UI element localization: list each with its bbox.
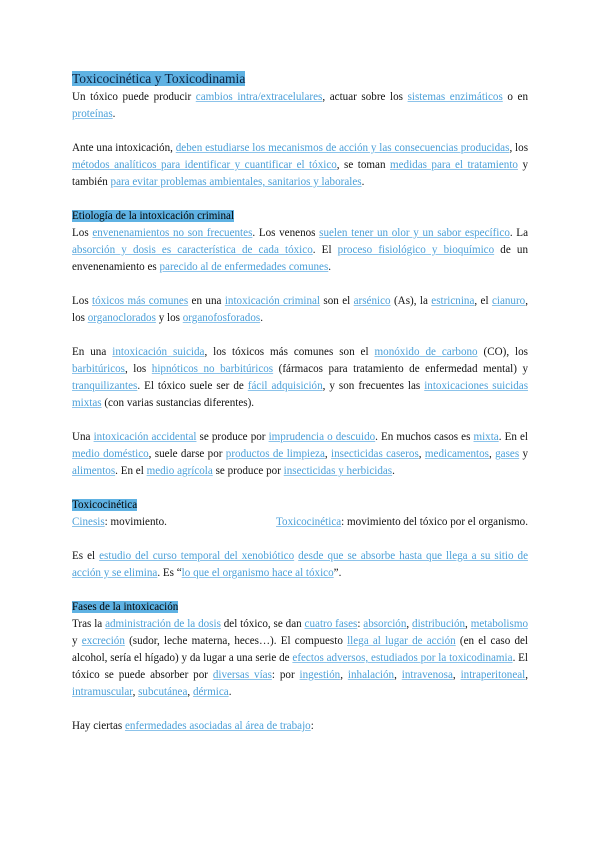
text-run: , xyxy=(488,448,496,460)
definitions-row xyxy=(72,514,528,531)
text-run: Los xyxy=(72,295,93,307)
etiologia-paragraph-1 xyxy=(72,225,528,276)
highlighted-term: envenenamientos no son frecuentes xyxy=(92,227,253,239)
text-run: . El tóxico se puede absorber por xyxy=(72,652,529,681)
highlighted-term: estricnina xyxy=(431,295,475,307)
text-run: . El xyxy=(312,244,338,256)
toxicocinetica-paragraph-1 xyxy=(72,548,528,582)
highlighted-term: gases xyxy=(495,448,520,460)
highlighted-term: desde que se absorbe hasta que llega a su sitio de acción y se elimina xyxy=(72,550,528,579)
highlighted-term: barbitúricos xyxy=(72,363,125,375)
highlighted-term: parecido al de enfermedades comunes xyxy=(159,261,329,273)
text-run: Los xyxy=(72,227,93,239)
highlighted-term: efectos adversos, estudiados por la toxicodinamia xyxy=(292,652,513,664)
text-run: , los tóxicos más comunes son el xyxy=(204,346,375,358)
text-run: , actuar sobre los xyxy=(322,91,408,103)
highlighted-term: inhalación xyxy=(347,669,395,681)
highlighted-term: deben estudiarse los mecanismos de acción y las consecuencias producidas xyxy=(175,142,510,154)
text-run: y los xyxy=(155,312,183,324)
text-run: se produce por xyxy=(196,431,269,443)
highlighted-term: tranquilizantes xyxy=(72,380,138,392)
highlighted-term: tóxicos más comunes xyxy=(92,295,189,307)
highlighted-term: intoxicación accidental xyxy=(93,431,197,443)
text-run: (sudor, leche materna, heces…). El compuesto xyxy=(124,635,348,647)
highlighted-term: arsénico xyxy=(353,295,391,307)
term-toxicocinetica: Toxicocinética xyxy=(276,516,342,528)
highlighted-term: monóxido de carbono xyxy=(374,346,478,358)
text-run: , xyxy=(187,686,193,698)
text-run: , los xyxy=(509,142,529,154)
text-run: (en el caso del alcohol, sería el hígado) y da lugar a una serie de xyxy=(72,635,529,664)
highlighted-term: suelen tener un olor y un sabor específico xyxy=(319,227,510,239)
text-run: , xyxy=(340,669,348,681)
text-run: y también xyxy=(72,159,528,188)
text-run: , xyxy=(394,669,402,681)
highlighted-term: enfermedades asociadas al área de trabajo xyxy=(124,720,311,732)
highlighted-term: intraperitoneal xyxy=(460,669,526,681)
text-run: Hay ciertas xyxy=(72,720,125,732)
highlighted-term: medio agrícola xyxy=(146,465,213,477)
page-title: Toxicocinética y Toxicodinamia xyxy=(72,71,246,86)
text-run: (fármacos para tratamiento de enfermedad mental) y xyxy=(273,363,528,375)
text-run: Tras la xyxy=(72,618,106,630)
highlighted-term: para evitar problemas ambientales, sanitarios y laborales xyxy=(110,176,362,188)
highlighted-term: mixta xyxy=(473,431,499,443)
text-run: . En el xyxy=(498,431,529,443)
etiologia-paragraph-3 xyxy=(72,344,528,412)
text-run: , xyxy=(452,669,461,681)
highlighted-term: cambios intra/extracelulares xyxy=(195,91,323,103)
text-run: . Es “ xyxy=(157,567,182,579)
text-run: . xyxy=(328,261,332,273)
highlighted-term: llega al lugar de acción xyxy=(347,635,456,647)
text-run: , los xyxy=(125,363,152,375)
highlighted-term: organoclorados xyxy=(87,312,156,324)
text-run: Un tóxico puede producir xyxy=(72,91,196,103)
text-run: , los xyxy=(72,295,528,324)
highlighted-term: administración de la dosis xyxy=(105,618,221,630)
text-run: , el xyxy=(474,295,492,307)
highlighted-term: estudio del curso temporal del xenobiótico xyxy=(99,550,295,562)
text-run: , y son frecuentes las xyxy=(322,380,425,392)
highlighted-term: absorción y dosis es característica de cada tóxico xyxy=(72,244,313,256)
highlighted-term: alimentos xyxy=(72,465,116,477)
text-run: . En muchos casos es xyxy=(375,431,474,443)
highlighted-term: fácil adquisición xyxy=(247,380,323,392)
highlighted-term: dérmica xyxy=(192,686,229,698)
definition-cinesis: Cinesis: movimiento. xyxy=(72,516,167,528)
text-run: (CO), los xyxy=(477,346,528,358)
term-cinesis: Cinesis xyxy=(72,516,105,528)
highlighted-term: cuatro fases xyxy=(304,618,358,630)
intro-paragraph-2 xyxy=(72,140,528,191)
highlighted-term: métodos analíticos para identificar y cuantificar el tóxico xyxy=(72,159,337,171)
highlighted-term: productos de limpieza xyxy=(225,448,325,460)
text-run: . El tóxico suele ser de xyxy=(137,380,248,392)
highlighted-term: insecticidas caseros xyxy=(331,448,419,460)
highlighted-term: ingestión xyxy=(299,669,341,681)
intro-paragraph-1 xyxy=(72,89,528,123)
text-run: o en xyxy=(502,91,528,103)
highlighted-term: imprudencia o descuido xyxy=(268,431,376,443)
highlighted-term: distribución xyxy=(412,618,466,630)
section-heading-toxicocinetica: Toxicocinética xyxy=(72,499,138,511)
highlighted-term: medidas para el tratamiento xyxy=(389,159,518,171)
etiologia-paragraph-2 xyxy=(72,293,528,327)
text-run: Ante una intoxicación, xyxy=(72,142,176,154)
text-run: se produce por xyxy=(212,465,284,477)
text-run: , se toman xyxy=(336,159,390,171)
text-run: Una xyxy=(72,431,94,443)
text-run: del tóxico, se dan xyxy=(220,618,305,630)
highlighted-term: intoxicación criminal xyxy=(224,295,321,307)
section-heading-etiologia: Etiología de la intoxicación criminal xyxy=(72,210,235,222)
text-run: y xyxy=(72,635,82,647)
text-run: : xyxy=(357,618,364,630)
text-run: ”. xyxy=(333,567,342,579)
text-run: . xyxy=(392,465,395,477)
text-run: (As), la xyxy=(390,295,432,307)
text-run: y xyxy=(519,448,529,460)
highlighted-term: absorción xyxy=(363,618,407,630)
highlighted-term: insecticidas y herbicidas xyxy=(283,465,393,477)
text-run: , xyxy=(465,618,471,630)
text-run: , xyxy=(132,686,139,698)
text-run: : xyxy=(310,720,314,732)
highlighted-term: medio doméstico xyxy=(72,448,149,460)
highlighted-term: lo que el organismo hace al tóxico xyxy=(181,567,334,579)
highlighted-term: cianuro xyxy=(491,295,526,307)
text-run: . La xyxy=(509,227,529,239)
text-run: , xyxy=(324,448,332,460)
text-run: : por xyxy=(271,669,300,681)
highlighted-term: excreción xyxy=(81,635,125,647)
highlighted-term: organofosforados xyxy=(182,312,261,324)
text-run: (con varias sustancias diferentes). xyxy=(101,397,255,409)
highlighted-term: sistemas enzimáticos xyxy=(407,91,503,103)
fases-paragraph-2 xyxy=(72,718,528,735)
text-run: , xyxy=(406,618,413,630)
highlighted-term: hipnóticos no barbitúricos xyxy=(151,363,274,375)
highlighted-term: metabolismo xyxy=(470,618,528,630)
text-run: en una xyxy=(188,295,225,307)
text-run: de un envenenamiento es xyxy=(72,244,528,273)
section-heading-fases: Fases de la intoxicación xyxy=(72,601,179,613)
text-run: . xyxy=(112,108,116,120)
highlighted-term: intoxicaciones suicidas mixtas xyxy=(72,380,529,409)
highlighted-term: intravenosa xyxy=(401,669,453,681)
etiologia-paragraph-4 xyxy=(72,429,528,480)
definition-toxicocinetica: Toxicocinética: movimiento del tóxico por el organismo. xyxy=(276,516,528,528)
text-run: son el xyxy=(320,295,354,307)
text-run: , suele darse por xyxy=(148,448,226,460)
text-run: . xyxy=(260,312,263,324)
text-run: . xyxy=(228,686,232,698)
highlighted-term: medicamentos xyxy=(424,448,489,460)
highlighted-term: proteínas xyxy=(72,108,113,120)
text-run: En una xyxy=(72,346,113,358)
text-run: Es el xyxy=(72,550,100,562)
highlighted-term: diversas vías xyxy=(212,669,272,681)
fases-paragraph-1 xyxy=(72,616,528,701)
highlighted-term: subcutánea xyxy=(138,686,188,698)
text-run: , xyxy=(418,448,425,460)
highlighted-term: proceso fisiológico y bioquímico xyxy=(337,244,495,256)
text-run: . Los venenos xyxy=(252,227,320,239)
text-run: . En el xyxy=(115,465,147,477)
highlighted-term: intramuscular xyxy=(72,686,133,698)
highlighted-term: intoxicación suicida xyxy=(112,346,205,358)
text-run: . xyxy=(361,176,365,188)
text-run: , xyxy=(525,669,529,681)
